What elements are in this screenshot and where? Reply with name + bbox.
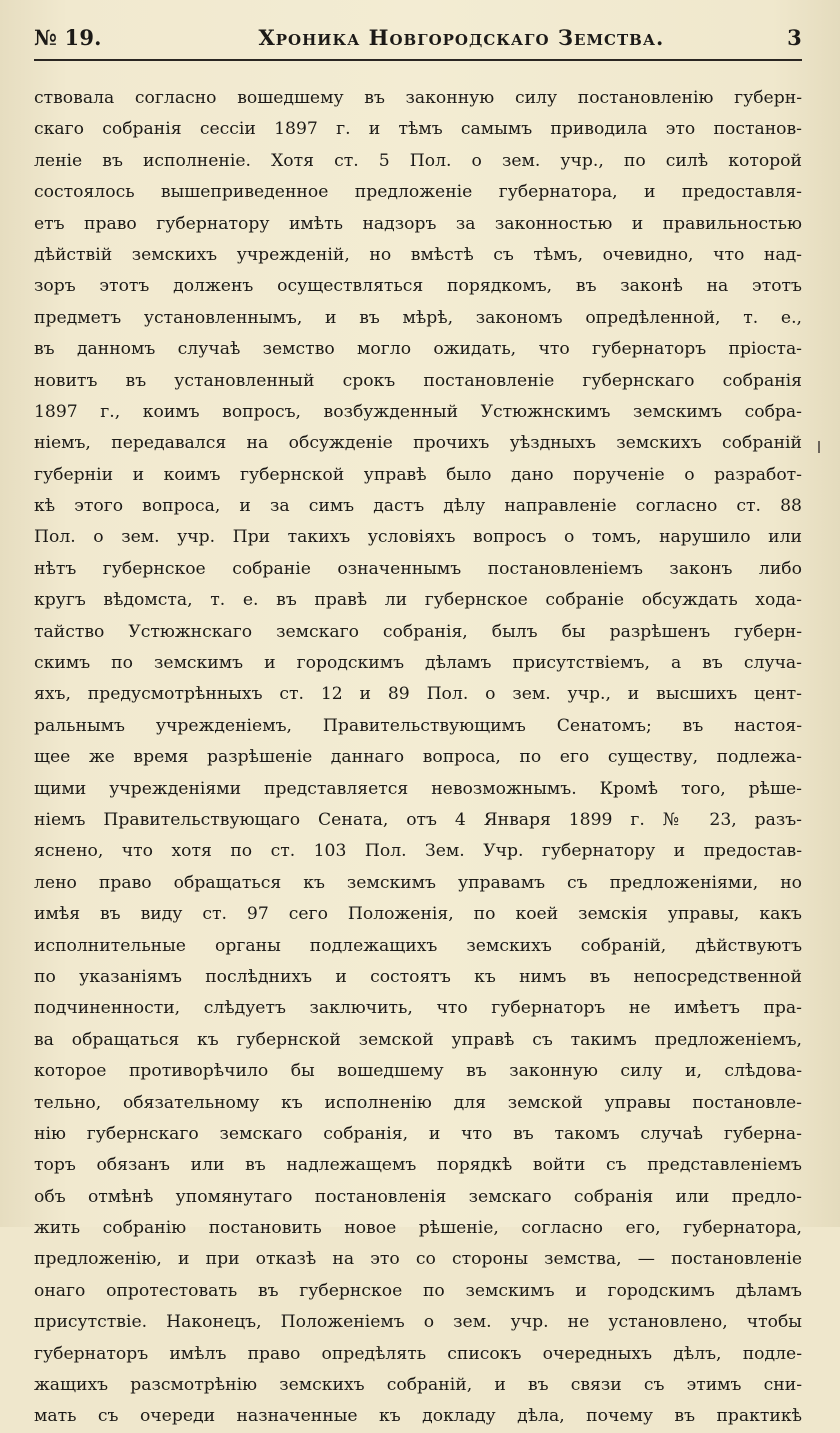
text-line: нію губернскаго земскаго собранія, и что въ такомъ случаѣ губерна- [34,1123,802,1144]
text-line: Пол. о зем. учр. При такихъ условіяхъ вопросъ о томъ, нарушило или [34,527,802,548]
text-line: ральнымъ учрежденіемъ, Правительствующимъ Сенатомъ; въ настоя- [34,715,802,736]
text-line: подчиненности, слѣдуетъ заключить, что губернаторъ не имѣетъ пра- [34,998,802,1019]
text-line: леніе въ исполненіе. Хотя ст. 5 Пол. о зем. учр., по силѣ которой [34,150,802,171]
body-text [34,83,802,1433]
text-line: предложенію, и при отказѣ на это со стороны земства, — постановленіе [34,1249,802,1270]
text-line: присутствіе. Наконецъ, Положеніемъ о зем. учр. не установлено, чтобы [34,1312,802,1333]
text-line: торъ обязанъ или въ надлежащемъ порядкѣ войти съ представленіемъ [34,1155,802,1176]
text-line: по указаніямъ послѣднихъ и состоятъ къ нимъ въ непосредственной [34,966,802,987]
text-line: въ данномъ случаѣ земство могло ожидать, что губернаторъ пріоста- [34,339,802,360]
text-line: тельно, обязательному къ исполненію для земской управы постановле- [34,1092,802,1113]
text-line: дѣйствій земскихъ учрежденій, но вмѣстѣ съ тѣмъ, очевидно, что над- [34,244,802,265]
text-line: губерніи и коимъ губернской управѣ было дано порученіе о разработ- [34,464,802,485]
text-line: жить собранію постановить новое рѣшеніе, согласно его, губернатора, [34,1218,802,1239]
text-line: лено право обращаться къ земскимъ управамъ съ предложеніями, но [34,872,802,893]
text-line: ніемъ, передавался на обсужденіе прочихъ уѣздныхъ земскихъ собраній [34,433,802,454]
text-line: 1897 г., коимъ вопросъ, возбужденный Устюжнскимъ земскимъ собра- [34,401,802,422]
text-line: тайство Устюжнскаго земскаго собранія, былъ бы разрѣшенъ губерн- [34,621,802,642]
margin-mark [818,441,820,453]
header-rule [34,59,802,61]
running-header [34,24,802,52]
text-line: исполнительные органы подлежащихъ земскихъ собраній, дѣйствуютъ [34,935,802,956]
text-line: губернаторъ имѣлъ право опредѣлять списокъ очередныхъ дѣлъ, подле- [34,1343,802,1364]
text-line: мать съ очереди назначенные къ докладу дѣла, почему въ практикѣ [34,1406,802,1427]
text-line: предметъ установленнымъ, и въ мѣрѣ, закономъ опредѣленной, т. е., [34,307,802,328]
text-line: скаго собранія сессіи 1897 г. и тѣмъ самымъ приводила это постанов- [34,119,802,140]
text-line: зоръ этотъ долженъ осуществляться порядкомъ, въ законѣ на этотъ [34,276,802,297]
text-line: жащихъ разсмотрѣнію земскихъ собраній, и въ связи съ этимъ сни- [34,1375,802,1396]
text-line: етъ право губернатору имѣть надзоръ за законностью и правильностью [34,213,802,234]
text-line: яхъ, предусмотрѣнныхъ ст. 12 и 89 Пол. о зем. учр., и высшихъ цент- [34,684,802,705]
page-number: 3 [787,25,802,50]
issue-number: № 19. [34,25,102,50]
text-line: кругъ вѣдомста, т. е. въ правѣ ли губернское собраніе обсуждать хода- [34,590,802,611]
text-line: яснено, что хотя по ст. 103 Пол. Зем. Учр. губернатору и предостав- [34,841,802,862]
journal-title: Хроника Новгородскаго Земства. [258,25,665,50]
text-line: новитъ въ установленный срокъ постановленіе губернскаго собранія [34,370,802,391]
text-line: которое противорѣчило бы вошедшему въ законную силу и, слѣдова- [34,1061,802,1082]
text-line: щее же время разрѣшеніе даннаго вопроса, по его существу, подлежа- [34,747,802,768]
text-line: онаго опротестовать въ губернское по земскимъ и городскимъ дѣламъ [34,1280,802,1301]
text-line: ніемъ Правительствующаго Сената, отъ 4 Января 1899 г. № 23, разъ- [34,809,802,830]
text-line: состоялось вышеприведенное предложеніе губернатора, и предоставля- [34,182,802,203]
text-line: имѣя въ виду ст. 97 сего Положенія, по коей земскія управы, какъ [34,904,802,925]
text-line: нѣтъ губернское собраніе означеннымъ постановленіемъ законъ либо [34,558,802,579]
text-line: кѣ этого вопроса, и за симъ дастъ дѣлу направленіе согласно ст. 88 [34,496,802,517]
text-line: ствовала согласно вошедшему въ законную силу постановленію губерн- [34,88,802,108]
text-line: скимъ по земскимъ и городскимъ дѣламъ присутствіемъ, а въ случа- [34,653,802,674]
text-line: щими учрежденіями представляется невозможнымъ. Кромѣ того, рѣше- [34,778,802,799]
text-line: объ отмѣнѣ упомянутаго постановленія земскаго собранія или предло- [34,1186,802,1207]
text-line: ва обращаться къ губернской земской управѣ съ такимъ предложеніемъ, [34,1029,802,1050]
